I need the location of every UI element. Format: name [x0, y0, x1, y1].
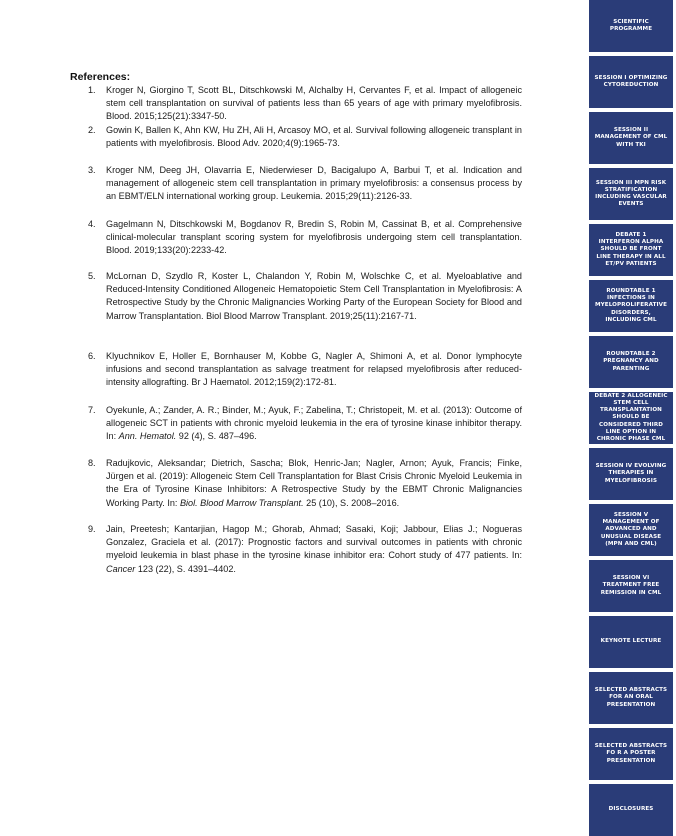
nav-tab-session-1[interactable]: SESSION I OPTIMIZING CYTOREDUCTION [589, 56, 673, 108]
reference-number: 7. [88, 405, 96, 415]
reference-journal: Biol. Blood Marrow Transplant. [179, 497, 304, 508]
reference-text-tail: 25 (10), S. 2008–2016. [303, 497, 400, 508]
nav-tab-roundtable-2[interactable]: ROUNDTABLE 2 PREGNANCY AND PARENTING [589, 336, 673, 388]
nav-tab-debate-1[interactable]: DEBATE 1 INTERFERON ALPHA SHOULD BE FRONT LINE THERAPY IN ALL ET/PV PATIENTS [589, 224, 673, 276]
reference-item [88, 457, 522, 510]
reference-number: 8. [88, 458, 96, 468]
nav-tab-roundtable-1[interactable]: ROUNDTABLE 1 INFECTIONS IN MYELOPROLIFERATIVE DISORDERS, INCLUDING CML [589, 280, 673, 332]
nav-tab-keynote-lecture[interactable]: KEYNOTE LECTURE [589, 616, 673, 668]
reference-text-tail: 123 (22), S. 4391–4402. [135, 563, 236, 574]
reference-number: 2. [88, 125, 96, 135]
references-heading: References: [70, 71, 131, 83]
nav-tab-debate-2[interactable]: DEBATE 2 ALLOGENEIC STEM CELL TRANSPLANTATION SHOULD BE CONSIDERED THIRD LINE OPTION IN CHRONIC PHASE CML [589, 392, 673, 444]
reference-item [88, 164, 522, 204]
reference-item [88, 270, 522, 323]
reference-text: Gagelmann N, Ditschkowski M, Bogdanov R, Bredin S, Robin M, Cassinat B, et al. Comprehensive clinical-molecular transplant scoring system for myelofibrosis undergoing stem cell transplantation. Blood. 2019;133(20):2233-42. [106, 219, 522, 256]
reference-item [88, 124, 522, 150]
section-nav-sidebar [589, 0, 676, 836]
nav-tab-scientific-programme[interactable]: SCIENTIFIC PROGRAMME [589, 0, 673, 52]
reference-item [88, 350, 522, 390]
nav-tab-session-5[interactable]: SESSION V MANAGEMENT OF ADVANCED AND UNUSUAL DISEASE (MPN AND CML) [589, 504, 673, 556]
reference-journal: Ann. Hematol. [118, 431, 177, 442]
reference-text-main: Radujkovic, Aleksandar; Dietrich, Sascha; Blok, Henric-Jan; Nagler, Arnon; Ayuk, Francis; Finke, Jürgen et al. (2019): Allogeneic Stem Cell Transplantation for Blast Crisis Chronic Myeloid Leukemia in the Era of Tyrosine Kinase Inhibitors: A Retrospective Study by the EBMT Chronic Malignancies Working Party. In: [106, 458, 522, 508]
reference-text: Gowin K, Ballen K, Ahn KW, Hu ZH, Ali H, Arcasoy MO, et al. Survival following allogeneic transplant in patients with myelofibrosis. Blood Adv. 2020;4(9):1965-73. [106, 125, 522, 149]
reference-item [88, 523, 522, 576]
nav-tab-session-4[interactable]: SESSION IV EVOLVING THERAPIES IN MYELOFIBROSIS [589, 448, 673, 500]
reference-number: 4. [88, 219, 96, 229]
reference-text: McLornan D, Szydlo R, Koster L, Chalandon Y, Robin M, Wolschke C, et al. Myeloablative and Reduced-Intensity Conditioned Allogeneic Hematopoietic Stem Cell Transplantation in Myelofibrosis: A Retrospective Study by the Chronic Malignancies Working Party of the European Society for Blood and Marrow Transplantation. Biol Blood Marrow Transplant. 2019;25(11):2167-71. [106, 271, 522, 321]
nav-tab-poster-abstracts[interactable]: SELECTED ABSTRACTS FO R A POSTER PRESENTATION [589, 728, 673, 780]
reference-text-main: Jain, Preetesh; Kantarjian, Hagop M.; Ghorab, Ahmad; Sasaki, Koji; Jabbour, Elias J.; Nogueras Gonzalez, Graciela et al. (2017): Prognostic factors and survival outcomes in patients with chronic myeloid leukemia in blast phase in the tyrosine kinase inhibitor era: Cohort study of 477 patients. In: [106, 524, 522, 561]
reference-text-main: Oyekunle, A.; Zander, A. R.; Binder, M.; Ayuk, F.; Zabelina, T.; Christopeit, M. et al. (2013): Outcome of allogeneic SCT in patients with chronic myeloid leukemia in the era of tyrosine kinase inhibitor therapy. In: [106, 405, 522, 442]
reference-item [88, 404, 522, 444]
reference-number: 6. [88, 351, 96, 361]
nav-tab-session-3[interactable]: SESSION III MPN RISK STRATIFICATION INCLUDING VASCULAR EVENTS [589, 168, 673, 220]
reference-number: 5. [88, 271, 96, 281]
reference-text [106, 523, 522, 576]
nav-tab-session-2[interactable]: SESSION II MANAGEMENT OF CML WITH TKI [589, 112, 673, 164]
reference-item [88, 218, 522, 258]
reference-text: Kroger N, Giorgino T, Scott BL, Ditschkowski M, Alchalby H, Cervantes F, et al. Impact of allogeneic stem cell transplantation on survival of patients less than 65 years of age with primary myelofibrosis. Blood. 2015;125(21):3347-50. [106, 85, 522, 122]
reference-text [106, 457, 522, 510]
reference-number: 9. [88, 524, 96, 534]
reference-number: 1. [88, 85, 96, 95]
nav-tab-oral-abstracts[interactable]: SELECTED ABSTRACTS FOR AN ORAL PRESENTATION [589, 672, 673, 724]
reference-text: Kroger NM, Deeg JH, Olavarria E, Niederwieser D, Bacigalupo A, Barbui T, et al. Indication and management of allogeneic stem cell transplantation in primary myelofibrosis: a consensus process by an EBMT/ELN international working group. Leukemia. 2015;29(11):2126-33. [106, 165, 522, 202]
nav-tab-session-6[interactable]: SESSION VI TREATMENT FREE REMISSION IN CML [589, 560, 673, 612]
reference-item [88, 84, 522, 124]
nav-tab-disclosures[interactable]: DISCLOSURES [589, 784, 673, 836]
reference-text: Klyuchnikov E, Holler E, Bornhauser M, Kobbe G, Nagler A, Shimoni A, et al. Donor lymphocyte infusions and second transplantation as salvage treatment for relapsed myelofibrosis after reduced-intensity allografting. Br J Haematol. 2012;159(2):172-81. [106, 351, 522, 388]
reference-text-tail: 92 (4), S. 487–496. [176, 431, 257, 442]
reference-journal: Cancer [106, 563, 136, 574]
reference-text [106, 404, 522, 444]
reference-number: 3. [88, 165, 96, 175]
